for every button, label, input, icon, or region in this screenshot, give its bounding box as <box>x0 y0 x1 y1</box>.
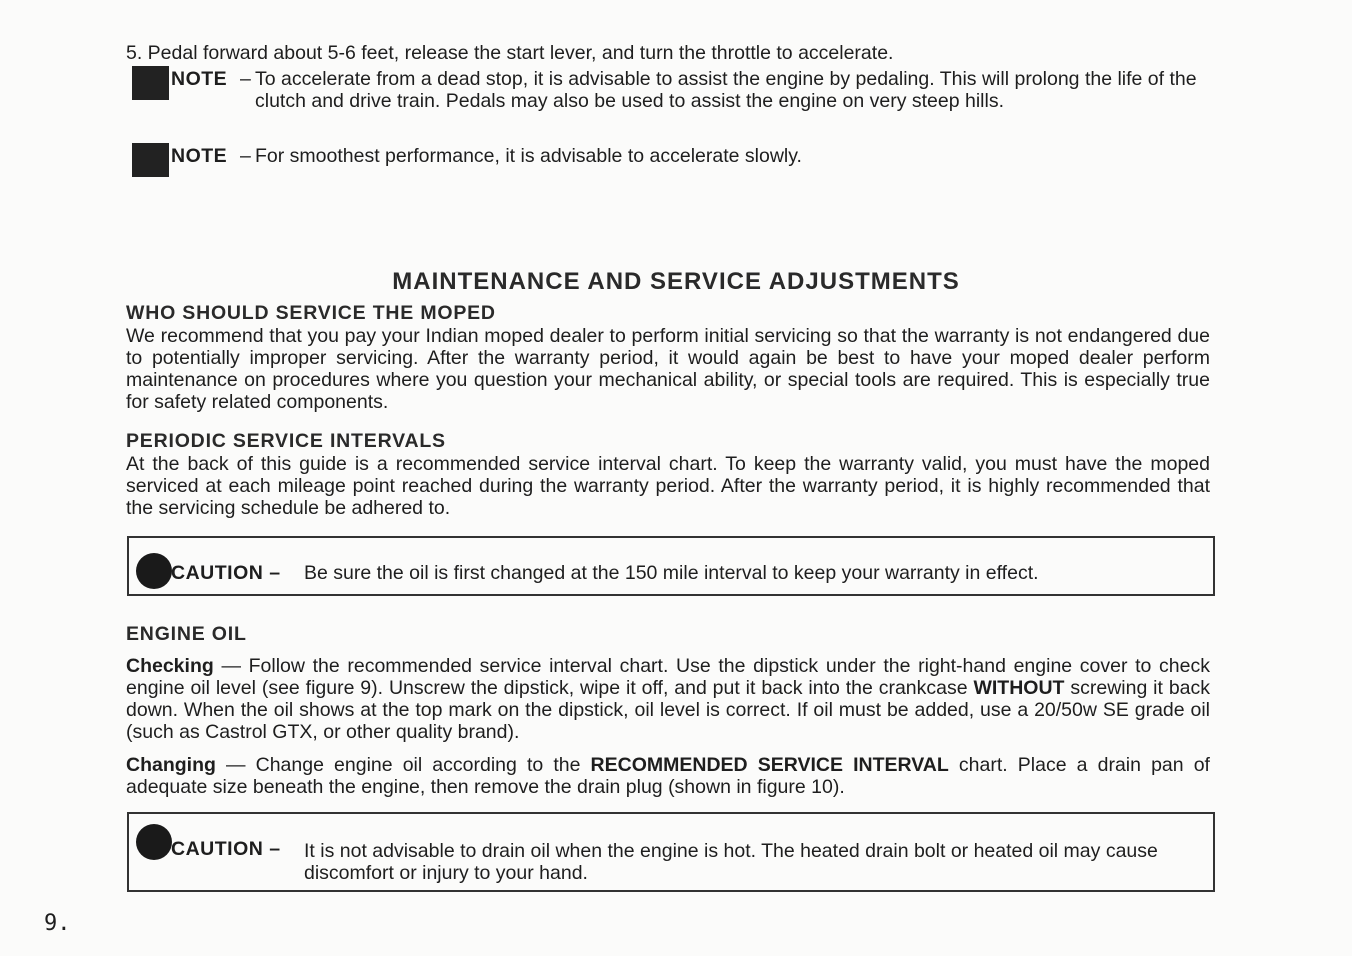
checking-text-1: Follow the recommended service interval chart. Use the dipstick under the right-hand engine cover to check engine oil level (see figure 9). Unscrew the dipstick, wipe it off, and put it back into the crankcase <box>126 655 1210 699</box>
caution-dot-icon <box>136 553 172 589</box>
note-label: NOTE <box>171 68 228 90</box>
changing-bold: RECOMMENDED SERVICE INTERVAL <box>590 754 949 776</box>
note-dash: – <box>240 145 251 167</box>
checking-text-2: screwing it back down. When the oil shows at the top mark on the dipstick, oil level is correct. If oil must be added, use a 20/50w SE grade oil (such as Castrol GTX, or other quality brand). <box>126 677 1211 743</box>
caution-text: Be sure the oil is first changed at the 150 mile interval to keep your warranty in effect. <box>304 562 1039 584</box>
changing-dash: — <box>215 754 256 776</box>
caution-box-2 <box>127 812 1215 892</box>
caution-label: CAUTION – <box>171 838 281 860</box>
note-label: NOTE <box>171 145 228 167</box>
who-title: WHO SHOULD SERVICE THE MOPED <box>126 302 496 324</box>
note-square-icon <box>132 66 169 100</box>
periodic-title: PERIODIC SERVICE INTERVALS <box>126 430 446 452</box>
section-heading: MAINTENANCE AND SERVICE ADJUSTMENTS <box>392 268 960 295</box>
periodic-text: At the back of this guide is a recommended service interval chart. To keep the warranty valid, you must have the moped serviced at each mileage point reached during the warranty period. After the warranty period, it is highly recommended that the servicing schedule be adhered to. <box>126 453 1210 519</box>
changing-paragraph <box>126 754 1210 798</box>
caution-box-1 <box>127 536 1215 596</box>
caution-text: It is not advisable to drain oil when the engine is hot. The heated drain bolt or heated oil may cause discomfort or injury to your hand. <box>304 840 1158 884</box>
checking-bold: WITHOUT <box>973 677 1065 699</box>
who-text: We recommend that you pay your Indian moped dealer to perform initial servicing so that the warranty is not endangered due to potentially improper servicing. After the warranty period, it would again be best to have your moped dealer perform maintenance on procedures where you question your mechanical ability, or special tools are required. This is especially true for safety related components. <box>126 325 1210 413</box>
note-dash: – <box>240 68 251 90</box>
changing-label: Changing <box>126 754 216 776</box>
note-text: To accelerate from a dead stop, it is advisable to assist the engine by pedaling. This will prolong the life of the clutch and drive train. Pedals may also be used to assist the engine on very steep hills. <box>255 68 1197 112</box>
note-1 <box>132 66 1212 146</box>
step-5: 5. Pedal forward about 5-6 feet, release the start lever, and turn the throttle to accelerate. <box>126 42 894 64</box>
caution-dot-icon <box>136 824 172 860</box>
checking-label: Checking <box>126 655 214 677</box>
changing-text-2: chart. Place a drain pan of adequate size beneath the engine, then remove the drain plug (shown in figure 10). <box>126 754 1210 798</box>
checking-dash: — <box>213 655 249 677</box>
page-number: 9. <box>44 911 71 936</box>
changing-text-1: Change engine oil according to the <box>255 754 591 776</box>
caution-label: CAUTION – <box>171 562 281 584</box>
checking-paragraph <box>126 655 1210 743</box>
note-square-icon <box>132 143 169 177</box>
note-2 <box>132 143 1212 179</box>
engine-oil-title: ENGINE OIL <box>126 623 247 645</box>
note-text: For smoothest performance, it is advisable to accelerate slowly. <box>255 145 802 167</box>
